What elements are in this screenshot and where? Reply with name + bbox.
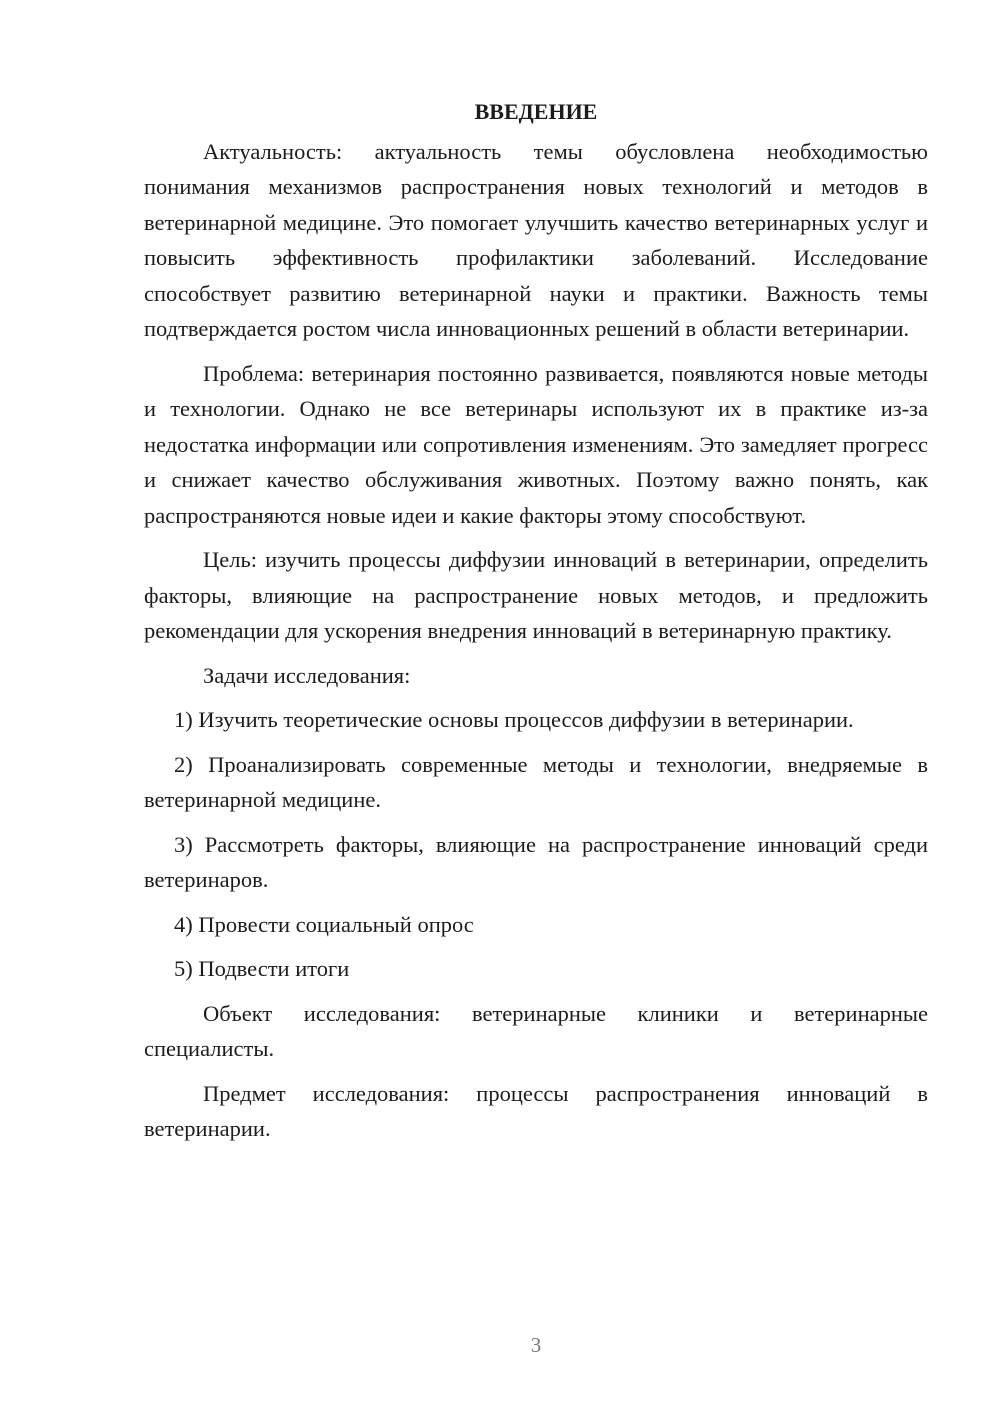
section-title: ВВЕДЕНИЕ <box>474 99 598 124</box>
tasks-heading: Задачи исследования: <box>203 662 411 688</box>
problem-paragraph: Проблема: ветеринария постоянно развивается, появляются новые методы и технологии. Однако не все ветеринары используют их в практике из-за недостатка информации или сопротивления изменениям. Это замедляет прогресс и снижает качество обслуживания животных. Поэтому важно понять, как распространяются новые идеи и какие факторы этому способствуют. <box>144 360 928 528</box>
task-item: 5) Подвести итоги <box>174 956 350 981</box>
page-number: 3 <box>530 1333 542 1357</box>
object-paragraph: Объект исследования: ветеринарные клиники и ветеринарные специалисты. <box>144 1000 928 1061</box>
page-content <box>144 94 928 1156</box>
task-item: 2) Проанализировать современные методы и технологии, внедряемые в ветеринарной медицине. <box>144 751 928 812</box>
task-item: 4) Провести социальный опрос <box>174 911 474 937</box>
subject-paragraph: Предмет исследования: процессы распространения инноваций в ветеринарии. <box>144 1080 928 1141</box>
task-item: 3) Рассмотреть факторы, влияющие на распространение инноваций среди ветеринаров. <box>144 831 928 892</box>
relevance-paragraph: Актуальность: актуальность темы обусловлена необходимостью понимания механизмов распространения новых технологий и методов в ветеринарной медицине. Это помогает улучшить качество ветеринарных услуг и повысить эффективность профилактики заболеваний. Исследование способствует развитию ветеринарной науки и практики. Важность темы подтверждается ростом числа инновационных решений в области ветеринарии. <box>144 138 928 341</box>
goal-paragraph: Цель: изучить процессы диффузии инноваций в ветеринарии, определить факторы, влияющие на распространение новых методов, и предложить рекомендации для ускорения внедрения инноваций в ветеринарную практику. <box>144 547 928 643</box>
task-item: 1) Изучить теоретические основы процессов диффузии в ветеринарии. <box>174 707 854 732</box>
